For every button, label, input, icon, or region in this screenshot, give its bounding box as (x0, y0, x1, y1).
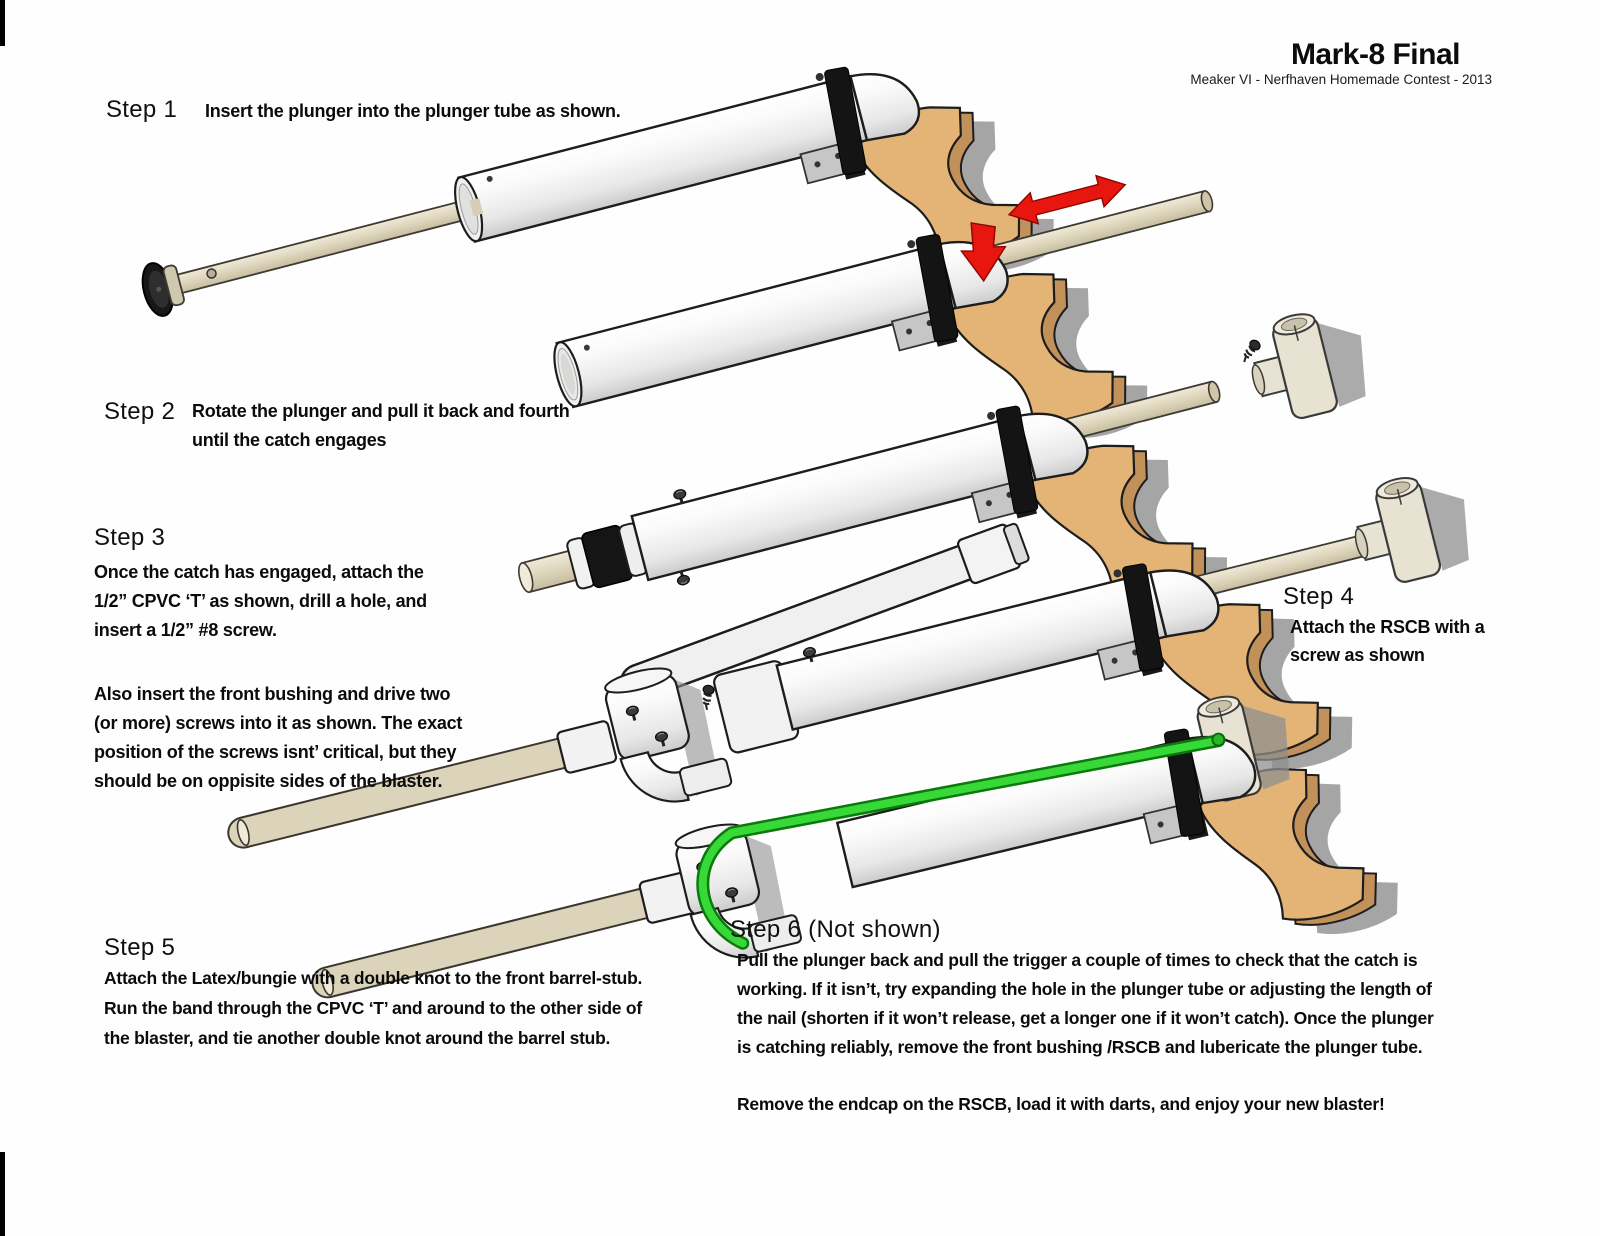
plunger-rod (163, 198, 478, 297)
rscb-coupler (957, 520, 1031, 584)
step-3-body2-line: position of the screws isnt’ critical, but they (94, 742, 457, 762)
step-6-body-line: is catching reliably, remove the front bushing /RSCB and lubericate the plunger tube. (737, 1037, 1423, 1057)
step-5-body-line: Run the band through the CPVC ‘T’ and around to the other side of (104, 998, 642, 1018)
strap-screw (906, 239, 916, 249)
step-4-body-line: Attach the RSCB with a (1290, 617, 1485, 637)
step-5-body-line: Attach the Latex/bungie with a double knot to the front barrel-stub. (104, 968, 643, 988)
step-3-heading: Step 3 (94, 524, 166, 551)
cpvc-t-fitting-detached (1241, 301, 1377, 428)
screw-icon (1238, 338, 1262, 364)
step-3-body2-line: Also insert the front bushing and drive two (94, 684, 451, 704)
step-6-closing-line: Remove the endcap on the RSCB, load it with darts, and enjoy your new blaster! (737, 1094, 1385, 1114)
page-title: Mark-8 Final (1290, 38, 1460, 71)
step-6-body-line: the nail (shorten if it won’t release, get a longer one if it won’t catch). Once the plunger (737, 1008, 1434, 1028)
step-3-body-line: Once the catch has engaged, attach the (94, 562, 424, 582)
step-1-body-line: Insert the plunger into the plunger tube as shown. (205, 101, 621, 121)
plunger-endcap (137, 258, 186, 320)
barrel-coupler (556, 720, 617, 773)
step-2-body-line: Rotate the plunger and pull it back and fourth (192, 401, 570, 421)
step-3-body-line: 1/2” CPVC ‘T’ as shown, drill a hole, and (94, 591, 427, 611)
step-3-body-line: insert a 1/2” #8 screw. (94, 620, 277, 640)
step-4-body-line: screw as shown (1290, 645, 1425, 665)
step-2-body-line: until the catch engages (192, 430, 387, 450)
step-5-body-line: the blaster, and tie another double knot around the barrel stub. (104, 1028, 611, 1048)
front-bushing (513, 520, 649, 606)
step-3-body2-line: (or more) screws into it as shown. The exact (94, 713, 463, 733)
page-subtitle: Meaker VI - Nerfhaven Homemade Contest - 2013 (1190, 72, 1492, 87)
step-6-body-line: working. If it isn’t, try expanding the hole in the plunger tube or adjusting the length of (737, 979, 1432, 999)
step-2-heading: Step 2 (104, 398, 176, 425)
step-4-heading: Step 4 (1283, 583, 1355, 610)
step-6-heading: Step 6 (Not shown) (730, 916, 941, 943)
step-1-heading: Step 1 (106, 96, 178, 123)
strap-screw (986, 411, 996, 421)
cpvc-t-fitting (1344, 464, 1480, 591)
step-3-body2-line: should be on oppisite sides of the blaster. (94, 771, 443, 791)
step-5-heading: Step 5 (104, 934, 176, 961)
strap-screw (815, 72, 825, 82)
step-6-body-line: Pull the plunger back and pull the trigger a couple of times to check that the catch is (737, 950, 1418, 970)
elbow-fitting (601, 656, 733, 814)
